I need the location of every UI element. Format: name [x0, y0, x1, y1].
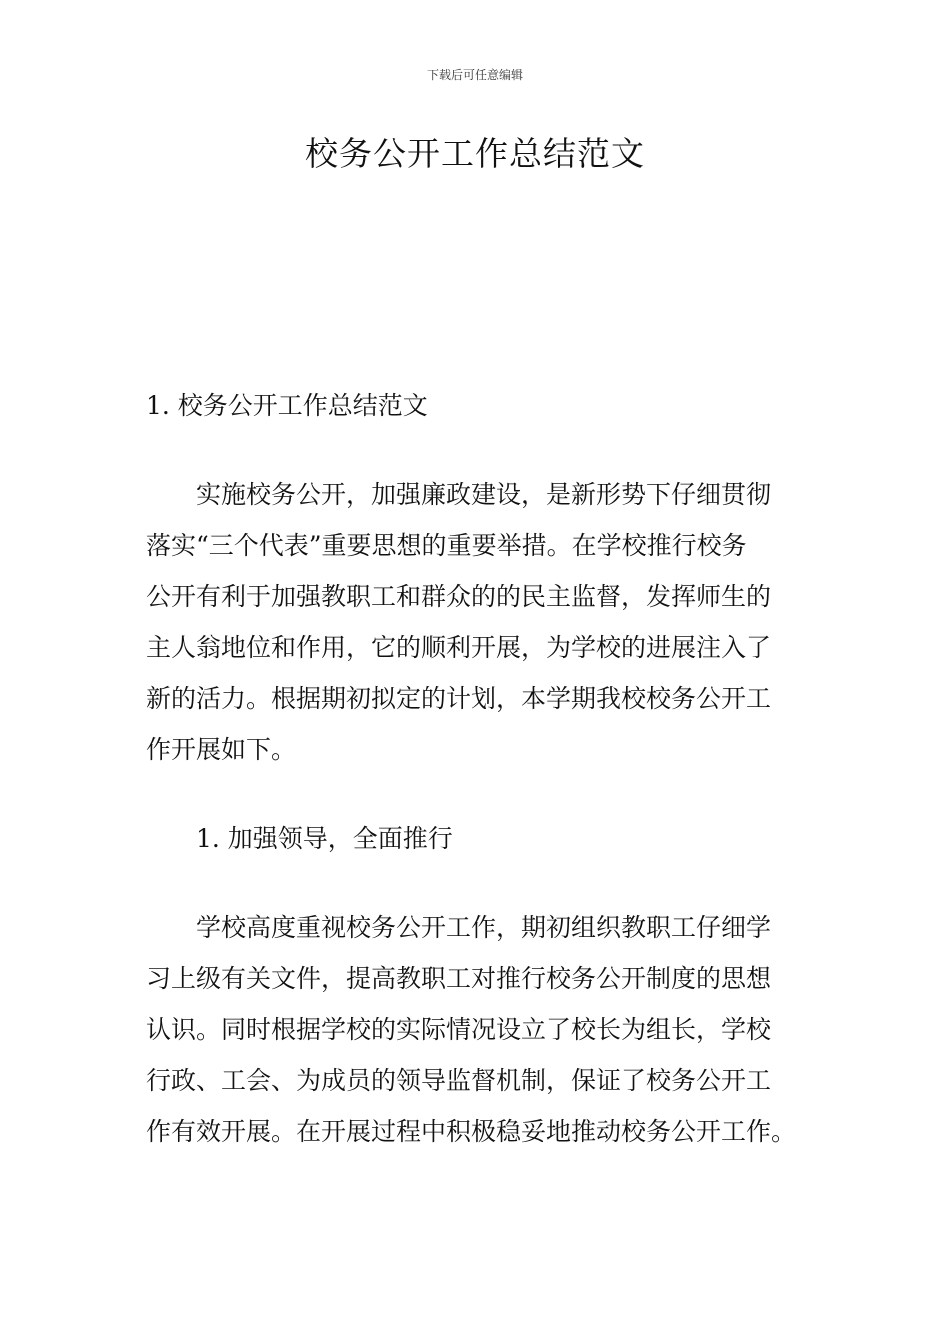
paragraph-line: 落实“三个代表”重要思想的重要举措。在学校推行校务: [146, 531, 747, 560]
section-heading: 1. 校务公开工作总结范文: [146, 391, 428, 420]
paragraph-line: 行政、工会、为成员的领导监督机制，保证了校务公开工: [146, 1066, 772, 1095]
download-editable-note: 下载后可任意编辑: [426, 68, 523, 82]
paragraph-line: 主人翁地位和作用，它的顺利开展，为学校的进展注入了: [146, 633, 772, 662]
subheading-block: [146, 813, 806, 864]
paragraph-line: 新的活力。根据期初拟定的计划，本学期我校校务公开工: [146, 684, 772, 713]
document-title: 校务公开工作总结范文: [305, 134, 645, 173]
paragraph-line: 认识。同时根据学校的实际情况设立了校长为组长，学校: [146, 1015, 772, 1044]
paragraph-line: 作有效开展。在开展过程中积极稳妥地推动校务公开工作。: [146, 1117, 797, 1146]
document-body: [146, 380, 806, 1157]
paragraph-line: 实施校务公开，加强廉政建设，是新形势下仔细贯彻: [196, 480, 772, 509]
intro-paragraph: [146, 469, 806, 775]
paragraph-line: 学校高度重视校务公开工作，期初组织教职工仔细学: [196, 913, 772, 942]
paragraph-line: 公开有利于加强教职工和群众的的民主监督，发挥师生的: [146, 582, 772, 611]
subheading: 1. 加强领导，全面推行: [196, 824, 453, 853]
paragraph-line: 作开展如下。: [146, 735, 297, 764]
paragraph-line: 习上级有关文件，提高教职工对推行校务公开制度的思想: [146, 964, 772, 993]
body-paragraph: [146, 902, 806, 1157]
